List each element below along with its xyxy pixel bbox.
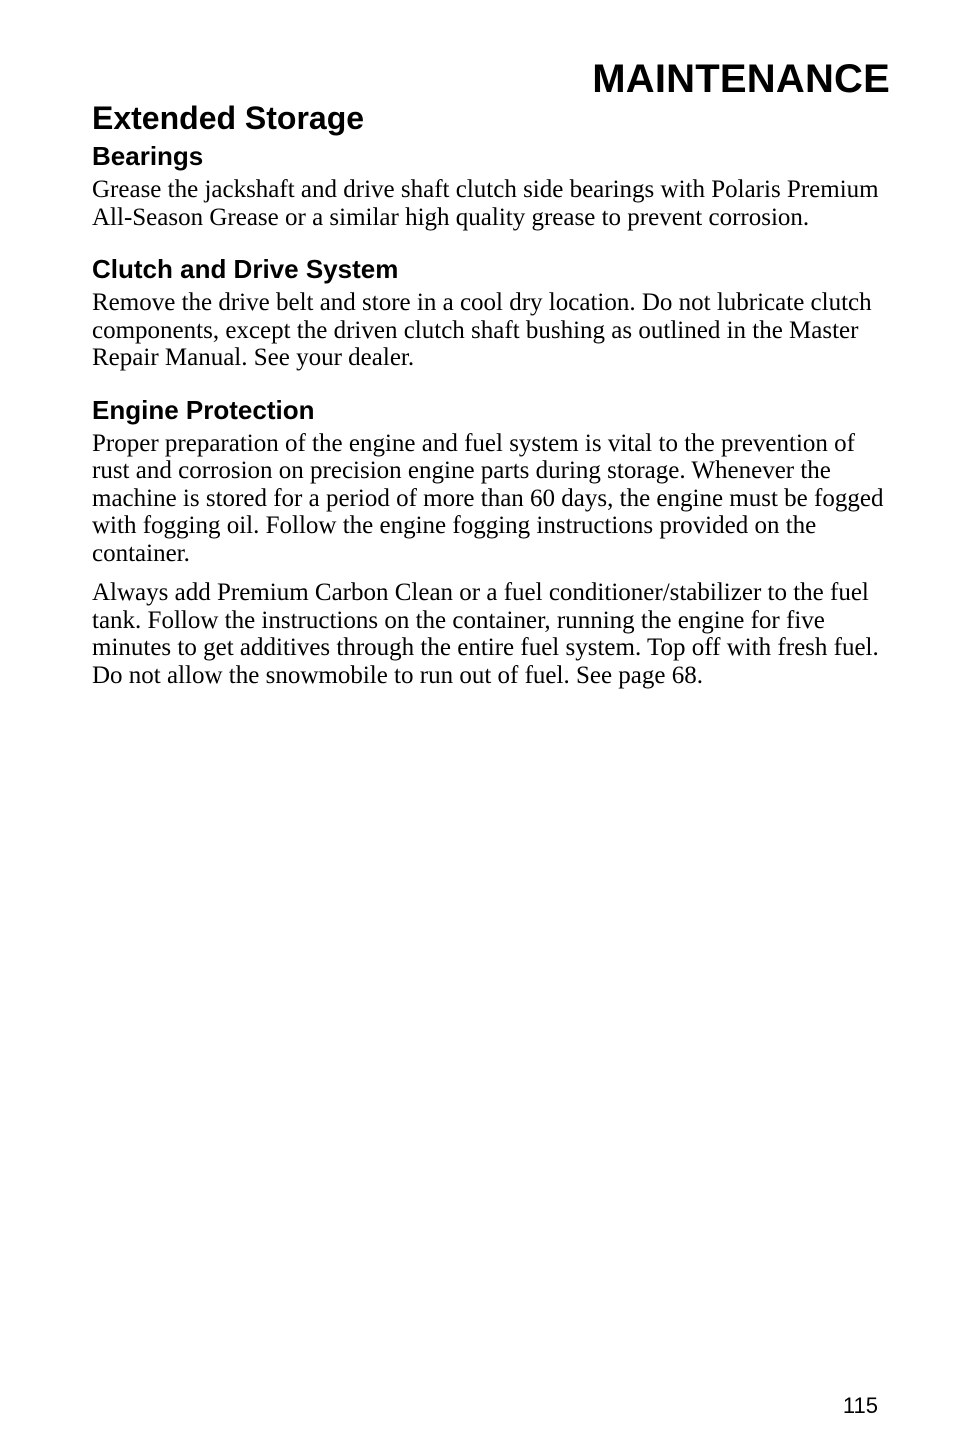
subheading-bearings: Bearings xyxy=(92,141,204,171)
page-number: 115 xyxy=(842,1393,878,1418)
subheading-engine-protection: Engine Protection xyxy=(92,394,315,425)
subsection-bearings xyxy=(92,140,892,231)
subsection-engine-protection xyxy=(92,394,892,690)
subheading-clutch-drive: Clutch and Drive System xyxy=(92,254,399,284)
paragraph-clutch-drive: Remove the drive belt and store in a cool dry location. Do not lubricate clutch components, except the driven clutch shaft bushing as outlined in the Master Repair Manual. See your dealer. xyxy=(92,289,872,371)
paragraph-bearings: Grease the jackshaft and drive shaft clutch side bearings with Polaris Premium All-Season Grease or a similar high quality grease to prevent corrosion. xyxy=(92,176,879,231)
paragraph-engine-protection-2: Always add Premium Carbon Clean or a fuel conditioner/stabilizer to the fuel tank. Follow the instructions on the container, running the engine for five minutes to get additives through the entire fuel system. Top off with fresh fuel. Do not allow the snowmobile to run out of fuel. See page 68. xyxy=(92,579,879,689)
paragraph-engine-protection-1: Proper preparation of the engine and fuel system is vital to the prevention of rust and corrosion on precision engine parts during storage. Whenever the machine is stored for a period of more than 60 days, the engine must be fogged with fogging oil. Follow the engine fogging instructions provided on the container. xyxy=(92,429,884,567)
section-title: Extended Storage xyxy=(92,100,365,136)
subsection-clutch-drive xyxy=(92,253,892,372)
chapter-header: MAINTENANCE xyxy=(592,57,890,101)
page-content xyxy=(92,98,892,689)
